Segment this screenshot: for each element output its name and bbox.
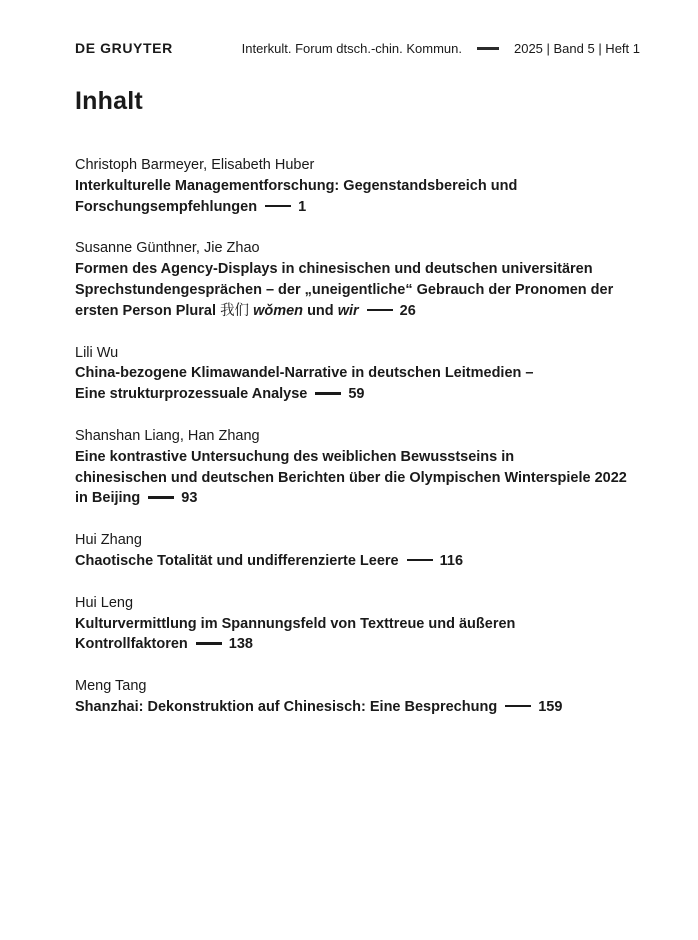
entry-title-line [75,468,640,489]
title-segment: Formen des Agency-Displays in chinesischen und deutschen universitären [75,261,593,278]
running-head-right [242,41,640,56]
title-segment: 我们 [220,302,250,319]
title-segment: Kontrollfaktoren [75,636,188,653]
title-segment: Sprechstundengesprächen – der „uneigentliche“ Gebrauch der Pronomen der [75,281,614,298]
entry-authors: Shanshan Liang, Han Zhang [75,427,260,444]
issue-info: 2025 | Band 5 | Heft 1 [513,40,640,56]
header-dash-rule [477,47,499,50]
entry-title-line [75,447,640,468]
entry-authors: Susanne Günthner, Jie Zhao [75,240,260,257]
title-segment: Shanzhai: Dekonstruktion auf Chinesisch: Eine Besprechung [75,698,498,715]
entry-title-line [75,634,640,655]
title-segment: wir [337,302,359,319]
title-segment: ersten Person Plural [75,302,221,319]
toc-entry [75,593,640,655]
page-dash-rule [265,205,291,208]
title-segment: und [303,302,338,319]
entry-title-line [75,301,640,322]
toc-entry [75,238,640,321]
running-head [75,40,640,56]
page-number: 93 [181,490,198,507]
title-segment: chinesischen und deutschen Berichten über die Olympischen Winterspiele 2022 [75,469,627,486]
entry-title-line [75,280,640,301]
entry-authors: Lili Wu [75,344,119,361]
entry-title-line [75,697,640,718]
page-dash-rule [505,705,531,708]
page-dash-rule [367,309,393,312]
page-dash-rule [407,559,433,562]
journal-abbreviation: Interkult. Forum dtsch.-chin. Kommun. [241,40,462,56]
entry-title-line [75,259,640,280]
title-segment: wǒmen [253,302,304,319]
toc-entry [75,155,640,217]
toc-entry [75,343,640,405]
entry-title-line [75,197,640,218]
entry-title-line [75,614,640,635]
title-segment: Kulturvermittlung im Spannungsfeld von Texttreue und äußeren [75,615,516,632]
toc-entries [75,155,640,718]
entry-authors: Hui Zhang [75,532,142,549]
title-segment: Eine strukturprozessuale Analyse [75,386,308,403]
page-dash-rule [315,392,341,395]
title-segment: Eine kontrastive Untersuchung des weiblichen Bewusstseins in [75,448,515,465]
page-title: Inhalt [75,87,143,115]
publisher-logo: DE GRUYTER [75,40,173,56]
entry-title-line [75,176,640,197]
page-number: 116 [439,552,464,569]
toc-entry [75,426,640,509]
entry-title-line [75,363,640,384]
entry-title-line [75,488,640,509]
entry-title-line [75,384,640,405]
page-number: 26 [399,302,416,319]
title-segment: in Beijing [75,490,141,507]
toc-entry [75,676,640,718]
entry-authors: Christoph Barmeyer, Elisabeth Huber [75,157,315,173]
title-segment: China-bezogene Klimawandel-Narrative in deutschen Leitmedien – [75,365,534,382]
toc-entry [75,530,640,572]
page-number: 59 [348,386,365,403]
title-segment: Interkulturelle Managementforschung: Gegenstandsbereich und [75,177,518,194]
title-segment: Forschungsempfehlungen [75,198,258,215]
entry-authors: Hui Leng [75,594,134,611]
page-dash-rule [148,496,174,499]
page-number: 159 [538,698,563,715]
entry-authors: Meng Tang [75,678,147,695]
page-dash-rule [196,642,222,645]
page-number: 138 [228,636,253,653]
entry-title-line [75,551,640,572]
title-segment: Chaotische Totalität und undifferenzierte Leere [75,552,399,569]
page-number: 1 [298,198,307,215]
